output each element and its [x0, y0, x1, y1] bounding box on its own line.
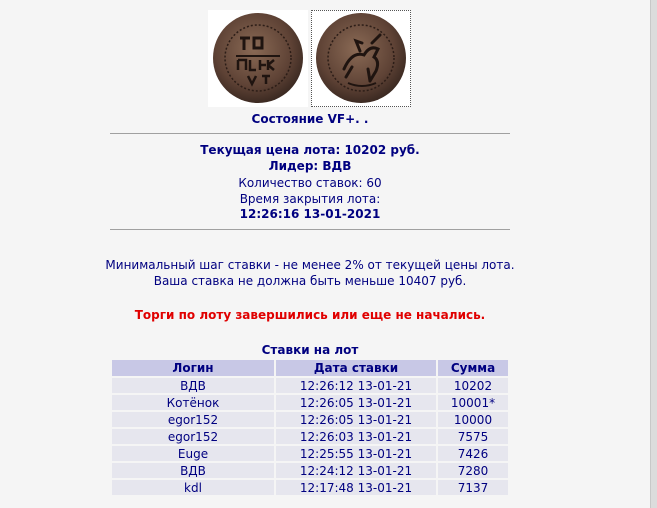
bid-date: 12:17:48 13-01-21 — [276, 480, 436, 495]
min-step-note: Минимальный шаг ставки - не менее 2% от текущей цены лота. — [105, 258, 515, 272]
bid-sum: 10001* — [438, 395, 508, 410]
bid-login: Котёнок — [112, 395, 274, 410]
table-row — [112, 429, 508, 444]
bid-date: 12:26:05 13-01-21 — [276, 412, 436, 427]
bid-login: Euge — [112, 446, 274, 461]
bid-date: 12:24:12 13-01-21 — [276, 463, 436, 478]
table-row — [112, 463, 508, 478]
table-row — [112, 480, 508, 495]
bid-date: 12:26:03 13-01-21 — [276, 429, 436, 444]
bid-sum: 7575 — [438, 429, 508, 444]
coin-reverse-icon — [312, 11, 410, 106]
closing-time: 12:26:16 13-01-2021 — [239, 207, 381, 221]
header-date: Дата ставки — [276, 360, 436, 376]
table-row — [112, 412, 508, 427]
bids-header-row — [112, 360, 508, 376]
coin-obverse-image[interactable] — [208, 10, 308, 107]
table-row — [112, 446, 508, 461]
bid-login: egor152 — [112, 429, 274, 444]
auction-closed-message: Торги по лоту завершились или еще не начались. — [134, 308, 486, 322]
bid-sum: 7426 — [438, 446, 508, 461]
min-bid-note: Ваша ставка не должна быть меньше 10407 руб. — [153, 274, 467, 288]
bids-table — [110, 358, 510, 497]
coin-images — [208, 10, 412, 107]
bid-sum: 10000 — [438, 412, 508, 427]
closing-label: Время закрытия лота: — [239, 192, 381, 206]
lot-leader: Лидер: ВДВ — [268, 159, 352, 173]
header-sum: Сумма — [438, 360, 508, 376]
bid-login: ВДВ — [112, 378, 274, 393]
lot-condition: Состояние VF+. . — [251, 112, 369, 126]
bid-login: egor152 — [112, 412, 274, 427]
divider-top — [110, 133, 510, 134]
table-row — [112, 378, 508, 393]
bid-sum: 7137 — [438, 480, 508, 495]
coin-obverse-icon — [208, 10, 308, 107]
bid-login: kdl — [112, 480, 274, 495]
bid-date: 12:25:55 13-01-21 — [276, 446, 436, 461]
window-scrollbar[interactable] — [650, 0, 657, 508]
bid-date: 12:26:12 13-01-21 — [276, 378, 436, 393]
table-row — [112, 395, 508, 410]
bid-count: Количество ставок: 60 — [238, 176, 382, 190]
bid-sum: 7280 — [438, 463, 508, 478]
bid-sum: 10202 — [438, 378, 508, 393]
coin-reverse-image[interactable] — [311, 10, 411, 107]
bid-login: ВДВ — [112, 463, 274, 478]
current-price: Текущая цена лота: 10202 руб. — [200, 143, 420, 157]
bid-date: 12:26:05 13-01-21 — [276, 395, 436, 410]
header-login: Логин — [112, 360, 274, 376]
divider-middle — [110, 229, 510, 230]
bids-title: Ставки на лот — [261, 343, 359, 357]
